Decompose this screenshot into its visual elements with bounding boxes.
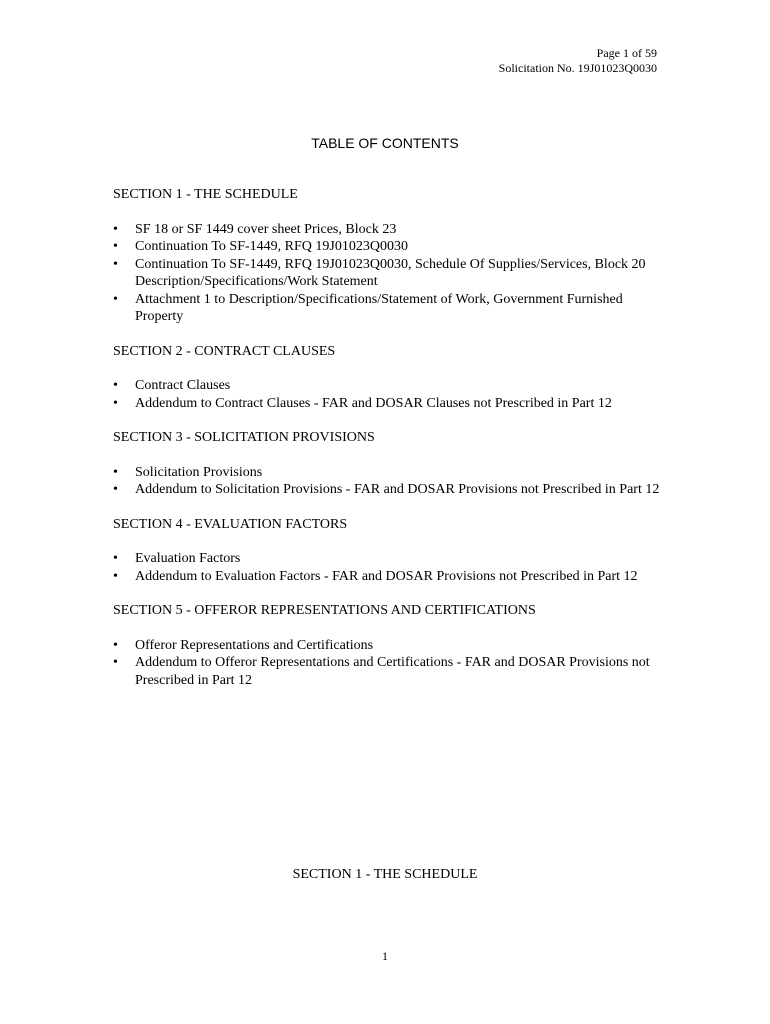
list-item-text: Attachment 1 to Description/Specifications/Statement of Work, Government Furnished Property (135, 291, 623, 324)
list-item (113, 221, 673, 239)
schedule-section-heading: SECTION 1 - THE SCHEDULE (292, 867, 478, 882)
list-item-text: Contract Clauses (135, 378, 231, 393)
section-heading: SECTION 3 - SOLICITATION PROVISIONS (113, 430, 375, 445)
list-item (113, 291, 673, 326)
toc-section-3 (113, 429, 673, 499)
bullet-icon: • (113, 655, 118, 670)
list-item (113, 464, 673, 482)
list-item-text: Continuation To SF-1449, RFQ 19J01023Q0030 (135, 239, 408, 254)
toc-section-2 (113, 343, 673, 413)
section-heading: SECTION 4 - EVALUATION FACTORS (113, 516, 348, 532)
list-item-text: SF 18 or SF 1449 cover sheet Prices, Block 23 (135, 221, 397, 237)
bullet-icon: • (113, 221, 118, 237)
section-heading: SECTION 2 - CONTRACT CLAUSES (113, 343, 336, 359)
toc-section-5 (113, 602, 673, 689)
toc-section-4 (113, 516, 673, 586)
section-item-list (113, 637, 673, 690)
list-item (113, 256, 673, 291)
list-item (113, 238, 673, 256)
toc-section-1 (113, 186, 673, 326)
list-item (113, 481, 673, 499)
section-item-list (113, 221, 673, 326)
bullet-icon: • (113, 482, 118, 497)
page-header (499, 46, 657, 76)
section-heading: SECTION 5 - OFFEROR REPRESENTATIONS AND CERTIFICATIONS (113, 603, 536, 618)
toc-title: TABLE OF CONTENTS (311, 135, 459, 151)
list-item-text: Addendum to Offeror Representations and Certifications - FAR and DOSAR Provisions not Prescribed in Part 12 (135, 655, 650, 688)
page-count: Page 1 of 59 (596, 46, 657, 60)
table-of-contents (113, 186, 673, 706)
list-item (113, 550, 673, 568)
page-number: 1 (382, 949, 388, 963)
bullet-icon: • (113, 551, 118, 566)
bullet-icon: • (113, 291, 118, 307)
bullet-icon: • (113, 637, 118, 653)
list-item-text: Addendum to Solicitation Provisions - FAR and DOSAR Provisions not Prescribed in Part 12 (135, 482, 660, 497)
bullet-icon: • (113, 568, 118, 584)
list-item (113, 395, 673, 413)
section-item-list (113, 550, 673, 585)
list-item-text: Evaluation Factors (135, 551, 241, 566)
section-heading: SECTION 1 - THE SCHEDULE (113, 187, 298, 202)
bullet-icon: • (113, 395, 118, 411)
bullet-icon: • (113, 378, 118, 393)
solicitation-number: Solicitation No. 19J01023Q0030 (498, 61, 657, 75)
bullet-icon: • (113, 464, 118, 480)
list-item-text: Offeror Representations and Certifications (135, 637, 374, 653)
list-item (113, 568, 673, 586)
list-item-text: Addendum to Contract Clauses - FAR and DOSAR Clauses not Prescribed in Part 12 (135, 395, 612, 411)
list-item-text: Continuation To SF-1449, RFQ 19J01023Q0030, Schedule Of Supplies/Services, Block 20 Description/Specifications/Work Statement (135, 256, 646, 289)
list-item-text: Addendum to Evaluation Factors - FAR and DOSAR Provisions not Prescribed in Part 12 (135, 568, 638, 584)
list-item (113, 654, 673, 689)
section-item-list (113, 377, 673, 412)
list-item-text: Solicitation Provisions (135, 464, 263, 480)
bullet-icon: • (113, 239, 118, 254)
list-item (113, 637, 673, 655)
list-item (113, 377, 673, 395)
section-item-list (113, 464, 673, 499)
bullet-icon: • (113, 256, 118, 272)
